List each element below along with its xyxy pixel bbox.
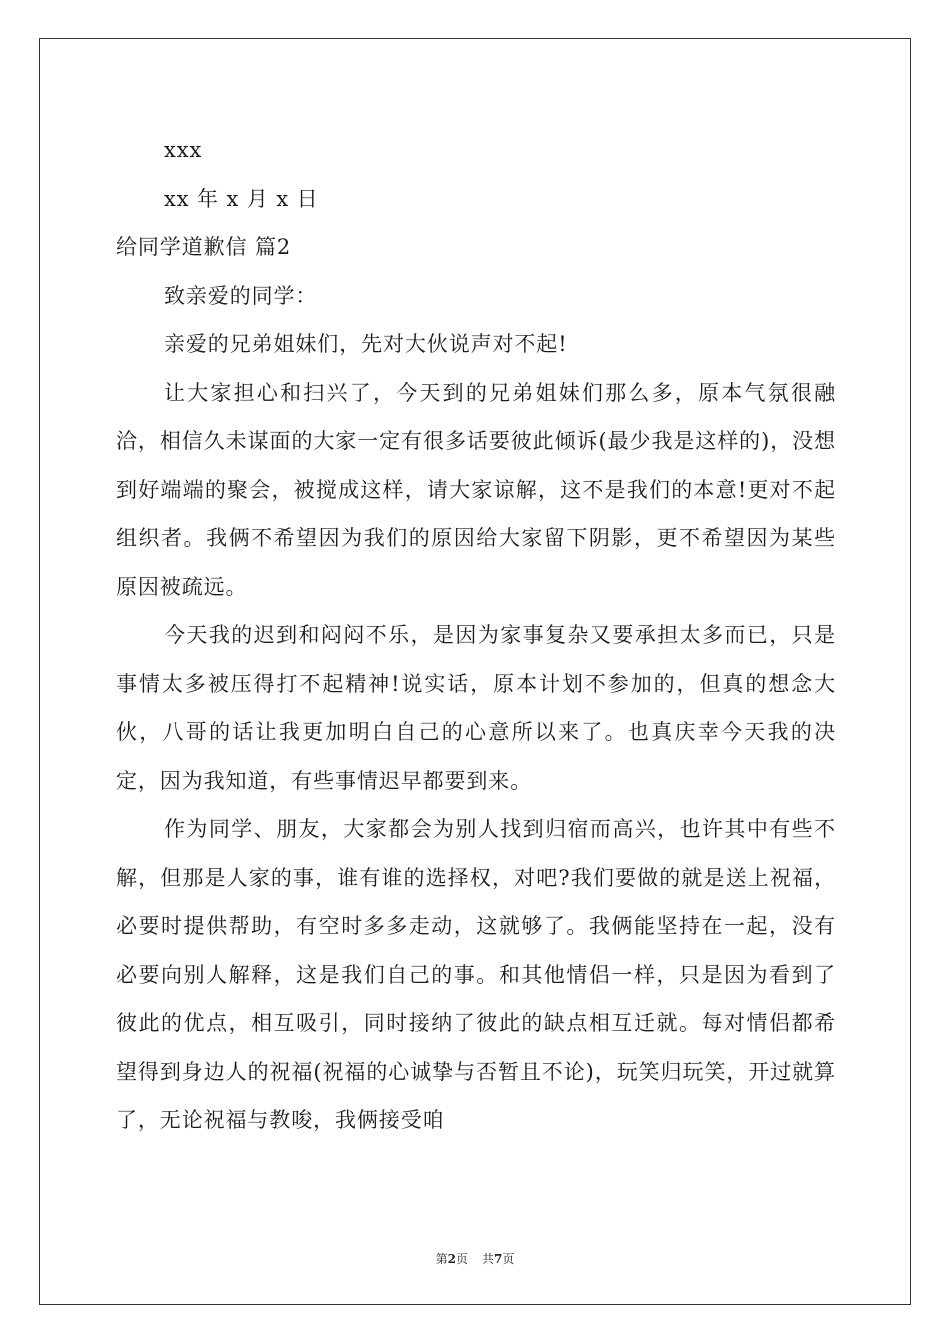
signature-date: xx 年 x 月 x 日 — [164, 186, 319, 211]
signature-name: xxx — [164, 138, 203, 162]
section-heading: 给同学道歉信 篇2 — [116, 235, 292, 259]
paragraph: 作为同学、朋友，大家都会为别人找到归宿而高兴，也许其中有些不解，但那是人家的事，谁有谁的选择权，对吧?我们要做的就是送上祝福，必要时提供帮助，有空时多多走动，这就够了。我俩能坚持在一起，没有必要向别人解释，这是我们自己的事。和其他情侣一样，只是因为看到了彼此的优点，相互吸引，同时接纳了彼此的缺点相互迁就。每对情侣都希望得到身边人的祝福(祝福的心诚挚与否暂且不论)，玩笑归玩笑，开过就算了，无论祝福与教唆，我俩接受咱 — [116, 817, 836, 1132]
salutation: 致亲爱的同学： — [164, 283, 318, 308]
total-label: 页 — [502, 1252, 515, 1266]
page-total: 7 — [494, 1252, 503, 1266]
page-footer — [0, 1250, 950, 1267]
page-label: 页 — [455, 1252, 468, 1266]
total-prefix: 共 — [482, 1252, 495, 1266]
page-prefix: 第 — [435, 1252, 448, 1266]
document-body — [116, 126, 836, 1145]
paragraph: 今天我的迟到和闷闷不乐，是因为家事复杂又要承担太多而已，只是事情太多被压得打不起精神!说实话，原本计划不参加的，但真的想念大伙，八哥的话让我更加明白自己的心意所以来了。也真庆幸今天我的决定，因为我知道，有些事情迟早都要到来。 — [116, 623, 836, 793]
page-current: 2 — [447, 1252, 456, 1266]
paragraph: 亲爱的兄弟姐妹们，先对大伙说声对不起! — [164, 332, 568, 356]
paragraph: 让大家担心和扫兴了，今天到的兄弟姐妹们那么多，原本气氛很融洽，相信久未谋面的大家一定有很多话要彼此倾诉(最少我是这样的)，没想到好端端的聚会，被搅成这样，请大家谅解，这不是我们的本意!更对不起组织者。我俩不希望因为我们的原因给大家留下阴影，更不希望因为某些原因被疏远。 — [116, 380, 836, 599]
